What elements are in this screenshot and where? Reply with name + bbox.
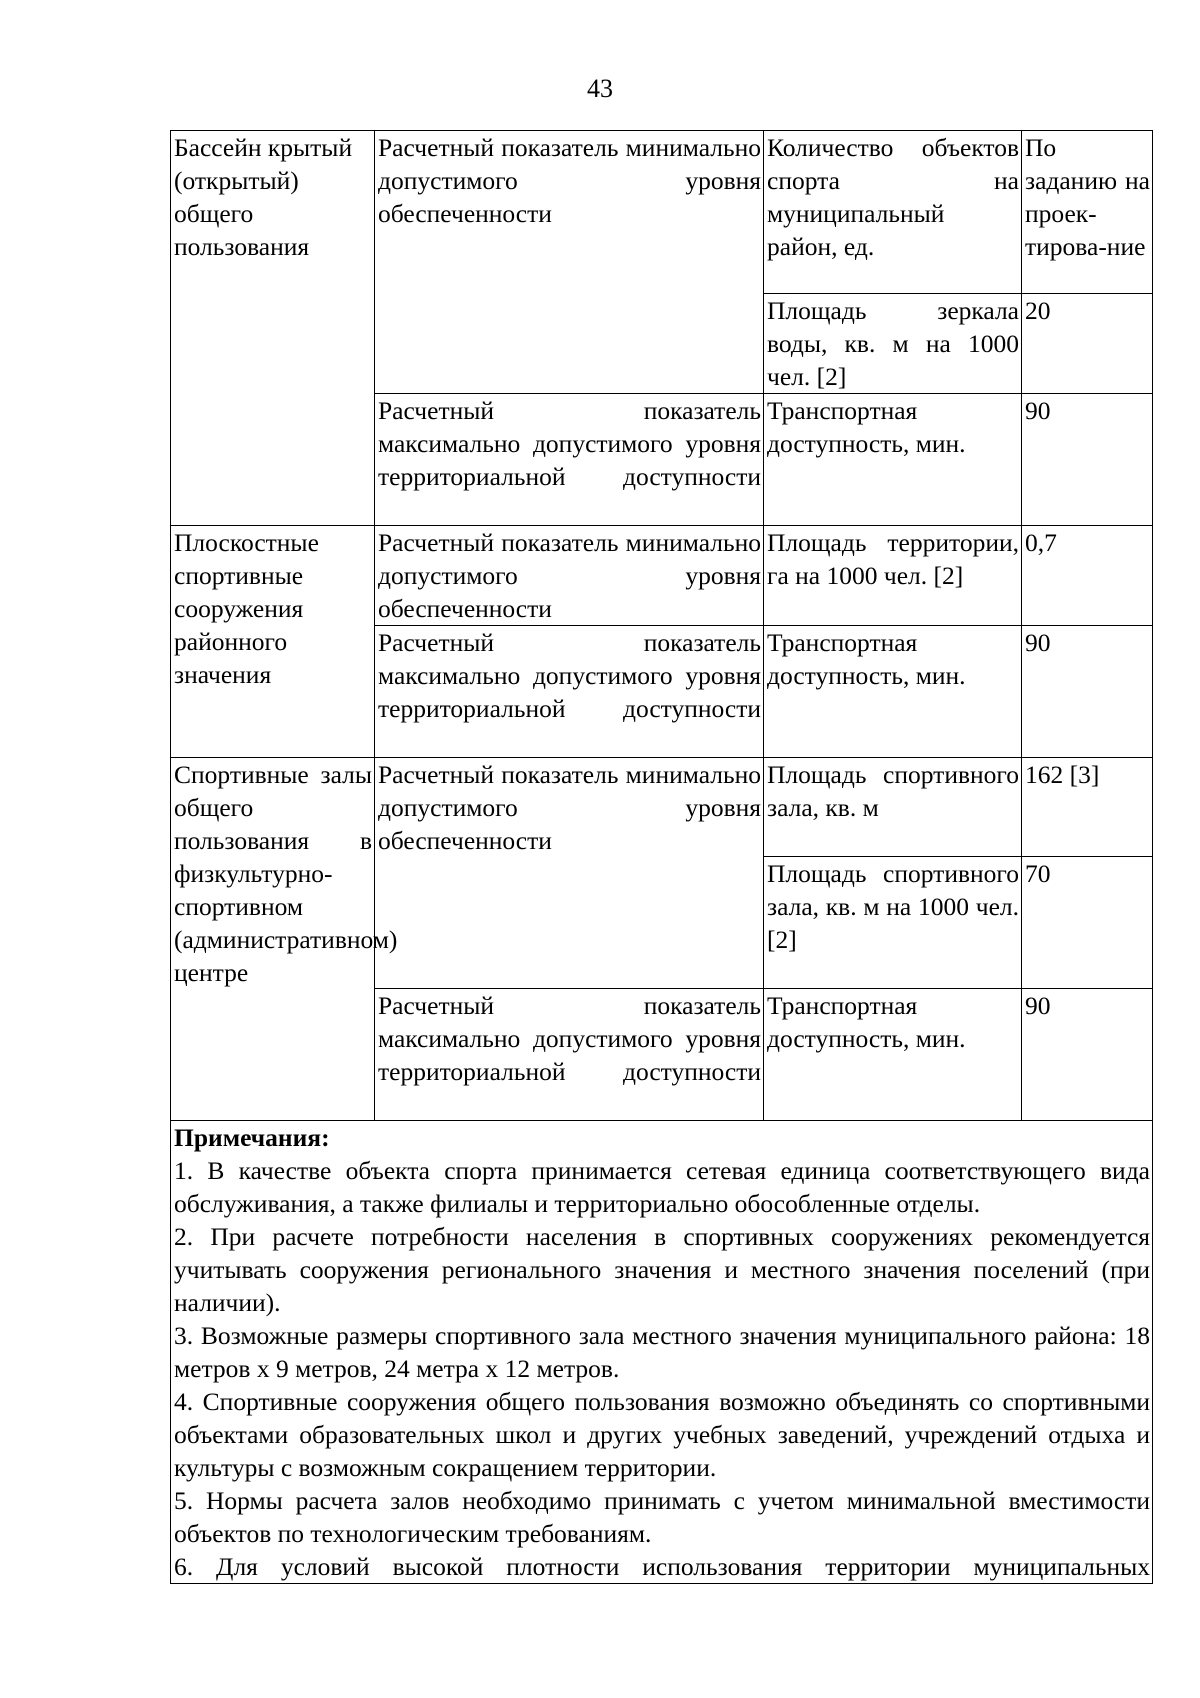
measure-cell	[764, 394, 1022, 526]
indicator-cell	[375, 989, 764, 1121]
value-cell	[1022, 526, 1153, 626]
value-cell	[1022, 294, 1153, 394]
object-cell	[171, 758, 398, 1121]
indicator-cell	[375, 758, 764, 989]
table-row	[171, 526, 1153, 626]
indicator-text: Расчетный показатель максимально допустимого уровня территориальной доступности	[378, 991, 761, 1086]
value-text: 162 [3]	[1025, 760, 1100, 789]
notes-title: Примечания:	[174, 1123, 330, 1152]
note-item: 5. Нормы расчета залов необходимо принимать с учетом минимальной вместимости объектов по технологическим требованиям.	[174, 1486, 1150, 1548]
measure-cell	[764, 526, 1022, 626]
indicator-text: Расчетный показатель минимально допустимого уровня обеспеченности	[378, 528, 761, 623]
indicator-text: Расчетный показатель максимально допустимого уровня территориальной доступности	[378, 628, 761, 723]
object-name: Бассейн крытый (открытый) общего пользования	[174, 133, 353, 261]
object-cell	[171, 131, 375, 526]
measure-cell	[764, 989, 1022, 1121]
object-name: Спортивные залы общего пользования в физкультурно-спортивном (административном) центре	[174, 760, 398, 987]
measure-cell	[764, 758, 1022, 857]
measure-text: Транспортная доступность, мин.	[767, 396, 966, 458]
measure-text: Площадь зеркала воды, кв. м на 1000 чел. [2]	[767, 296, 1019, 391]
object-name: Плоскостные спортивные сооружения районного значения	[174, 528, 319, 689]
measure-cell	[764, 626, 1022, 758]
table-row	[171, 131, 1153, 294]
note-item: 4. Спортивные сооружения общего пользования возможно объединять со спортивными объектами образовательных школ и других учебных заведений, учреждений отдыха и культуры с возможным сокращением территории.	[174, 1387, 1150, 1482]
value-text: 20	[1025, 296, 1051, 325]
table-row	[171, 758, 1153, 857]
measure-cell	[764, 131, 1022, 294]
indicator-text: Расчетный показатель минимально допустимого уровня обеспеченности	[378, 133, 761, 228]
measure-text: Площадь спортивного зала, кв. м на 1000 чел. [2]	[767, 859, 1019, 954]
object-cell	[171, 526, 375, 758]
measure-text: Площадь территории, га на 1000 чел. [2]	[767, 528, 1019, 590]
measure-text: Количество объектов спорта на муниципальный район, ед.	[767, 133, 1019, 261]
notes-cell	[171, 1121, 1153, 1584]
notes-row	[171, 1121, 1153, 1584]
note-item: 1. В качестве объекта спорта принимается сетевая единица соответствующего вида обслуживания, а также филиалы и территориально обособленные отделы.	[174, 1156, 1150, 1218]
value-text: 90	[1025, 396, 1051, 425]
value-text: 0,7	[1025, 528, 1057, 557]
indicator-text: Расчетный показатель минимально допустимого уровня обеспеченности	[378, 760, 761, 855]
measure-text: Транспортная доступность, мин.	[767, 628, 966, 690]
value-cell	[1022, 857, 1153, 989]
indicator-cell	[375, 394, 764, 526]
note-item: 3. Возможные размеры спортивного зала местного значения муниципального района: 18 метров х 9 метров, 24 метра х 12 метров.	[174, 1321, 1150, 1383]
value-cell	[1022, 626, 1153, 758]
value-text: По заданию на проек-тирова-ние	[1025, 133, 1150, 261]
value-cell	[1022, 394, 1153, 526]
value-cell	[1022, 989, 1153, 1121]
value-cell	[1022, 131, 1153, 294]
indicator-cell	[375, 131, 764, 394]
measure-cell	[764, 857, 1022, 989]
note-item: 6. Для условий высокой плотности использования территории муниципальных	[174, 1552, 1150, 1581]
page-number: 43	[587, 74, 613, 103]
value-cell	[1022, 758, 1153, 857]
indicator-text: Расчетный показатель максимально допустимого уровня территориальной доступности	[378, 396, 761, 491]
indicator-cell	[375, 526, 764, 626]
value-text: 90	[1025, 628, 1051, 657]
note-item: 2. При расчете потребности населения в спортивных сооружениях рекомендуется учитывать сооружения регионального значения и местного значения поселений (при наличии).	[174, 1222, 1150, 1317]
sports-facilities-table	[170, 130, 1153, 1584]
indicator-cell	[375, 626, 764, 758]
measure-text: Площадь спортивного зала, кв. м	[767, 760, 1019, 822]
value-text: 70	[1025, 859, 1051, 888]
value-text: 90	[1025, 991, 1051, 1020]
measure-cell	[764, 294, 1022, 394]
measure-text: Транспортная доступность, мин.	[767, 991, 966, 1053]
